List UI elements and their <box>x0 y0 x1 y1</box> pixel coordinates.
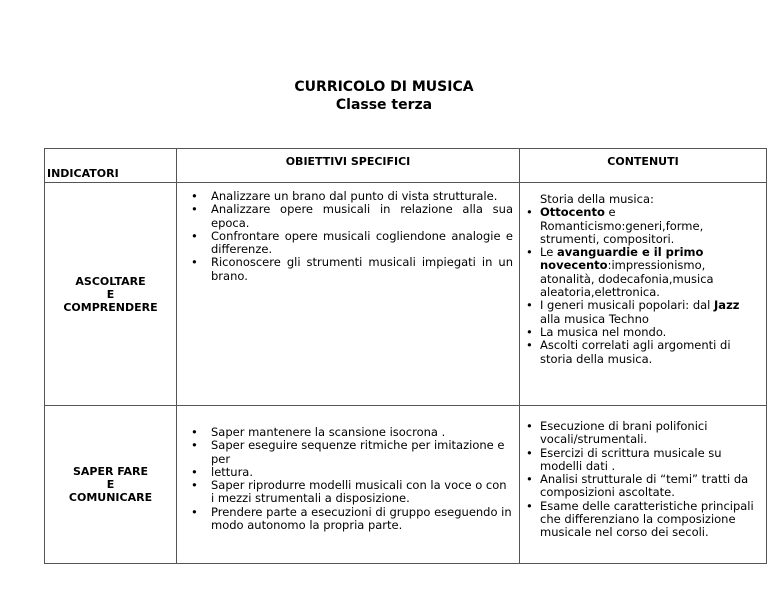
objective-item: • Prendere parte a esecuzioni di gruppo eseguendo in modo autonomo la propria parte. <box>211 506 513 533</box>
curriculum-table <box>44 148 767 564</box>
content-item: • Ottocento e Romanticismo:generi,forme, strumenti, compositori. <box>540 206 762 246</box>
table-row <box>45 183 767 406</box>
indicator-line: COMUNICARE <box>68 491 153 504</box>
content-item: • Le avanguardie e il primo novecento:impressionismo, atonalità, dodecafonia,musica aleatoria,elettronica. <box>540 246 762 299</box>
objective-item: • Saper eseguire sequenze ritmiche per imitazione e per <box>211 439 513 466</box>
content-item: • I generi musicali popolari: dal Jazz alla musica Techno <box>540 299 762 326</box>
contents-cell <box>520 183 767 406</box>
header-contenuti: CONTENUTI <box>520 149 767 183</box>
objective-item: • Confrontare opere musicali cogliendone analogie e differenze. <box>211 230 513 257</box>
objective-item: • Saper mantenere la scansione isocrona . <box>211 426 513 439</box>
content-item: • Analisi strutturale di “temi” tratti da composizioni ascoltate. <box>540 473 762 500</box>
table-header-row <box>45 149 767 183</box>
document-subtitle: Classe terza <box>335 97 433 113</box>
content-item: • La musica nel mondo. <box>540 326 762 339</box>
content-item: • Esecuzione di brani polifonici vocali/strumentali. <box>540 420 762 447</box>
indicator-line: COMPRENDERE <box>63 300 158 314</box>
indicator-line: E <box>106 478 115 491</box>
objective-item: • Analizzare un brano dal punto di vista strutturale. <box>211 190 513 203</box>
contents-cell <box>520 406 767 564</box>
objectives-cell <box>177 406 520 564</box>
indicator-cell <box>45 406 177 564</box>
objective-item: • lettura. <box>211 466 513 479</box>
document-title: CURRICOLO DI MUSICA <box>294 79 474 95</box>
indicator-cell <box>45 183 177 406</box>
table-row <box>45 406 767 564</box>
objective-item: • Analizzare opere musicali in relazione alla sua epoca. <box>211 203 513 230</box>
objective-item: • Saper riprodurre modelli musicali con la voce o con i mezzi strumentali a disposizione. <box>211 479 513 506</box>
indicator-line: SAPER FARE <box>72 465 149 478</box>
header-obiettivi: OBIETTIVI SPECIFICI <box>177 149 520 183</box>
content-item: • Esame delle caratteristiche principali che differenziano la composizione musicale nel corso dei secoli. <box>540 500 762 540</box>
header-indicatori: INDICATORI <box>45 149 177 183</box>
objectives-cell <box>177 183 520 406</box>
content-item: • Esercizi di scrittura musicale su modelli dati . <box>540 447 762 474</box>
indicator-line: E <box>106 287 115 301</box>
contents-intro: Storia della musica: <box>540 192 654 206</box>
content-item: • Ascolti correlati agli argomenti di storia della musica. <box>540 339 762 366</box>
indicator-line: ASCOLTARE <box>75 274 146 288</box>
objective-item: • Riconoscere gli strumenti musicali impiegati in un brano. <box>211 256 513 283</box>
